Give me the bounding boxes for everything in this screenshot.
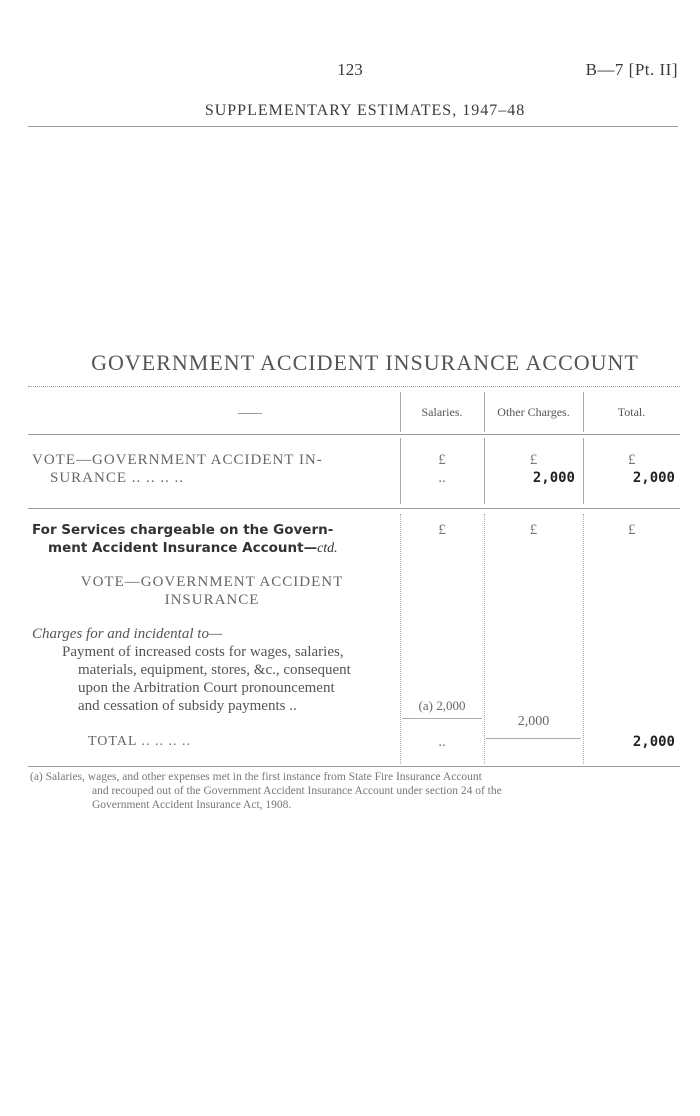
description-column-header: —— xyxy=(238,405,262,419)
header-bottom-rule xyxy=(28,434,680,435)
total-column-header: Total. xyxy=(617,405,646,419)
running-head: SUPPLEMENTARY ESTIMATES, 1947–48 xyxy=(204,102,526,119)
summary-bottom-rule xyxy=(28,508,680,509)
item-line-3: upon the Arbitration Court pronouncement xyxy=(78,680,335,696)
footnote-line-3: Government Accident Insurance Act, 1908. xyxy=(92,799,292,811)
services-vote-line-1: VOTE—GOVERNMENT ACCIDENT xyxy=(80,574,344,590)
summary-salaries-unit: £ xyxy=(438,452,446,468)
total-salaries-value: .. xyxy=(438,734,446,750)
table-bottom-rule xyxy=(28,766,680,767)
summary-salaries-value: .. xyxy=(438,470,446,486)
column-divider xyxy=(400,514,401,764)
page-number: 123 xyxy=(337,60,363,79)
item-salaries-value: (a) 2,000 xyxy=(418,698,466,713)
summary-other-value: 2,000 xyxy=(532,470,575,486)
vote-summary-line-1: VOTE—GOVERNMENT ACCIDENT IN- xyxy=(32,452,323,468)
header-rule xyxy=(28,126,678,127)
total-label: TOTAL .. .. .. .. xyxy=(88,734,191,749)
item-line-2: materials, equipment, stores, &c., consequent xyxy=(78,662,351,678)
item-other-value: 2,000 xyxy=(517,714,550,729)
services-other-unit: £ xyxy=(529,522,538,538)
summary-total-value: 2,000 xyxy=(632,470,675,486)
services-heading-line-2: ment Accident Insurance Account—ctd. xyxy=(48,540,338,556)
vote-summary-line-2: SURANCE .. .. .. .. xyxy=(50,470,185,486)
footnote-line-1: (a) Salaries, wages, and other expenses met in the first instance from State Fire Insurance Account xyxy=(30,771,482,783)
services-heading-line-1: For Services chargeable on the Govern- xyxy=(32,522,334,538)
services-salaries-unit: £ xyxy=(438,522,446,538)
services-vote-line-2: INSURANCE xyxy=(164,592,260,608)
total-total-value: 2,000 xyxy=(632,734,675,750)
other-charges-column-header: Other Charges. xyxy=(497,405,570,419)
other-subtotal-rule xyxy=(486,738,581,739)
salaries-subtotal-rule xyxy=(402,718,482,719)
account-title: GOVERNMENT ACCIDENT INSURANCE ACCOUNT xyxy=(91,350,639,375)
summary-total-unit: £ xyxy=(628,452,636,468)
footnote-line-2: and recouped out of the Government Accident Insurance Account under section 24 of the xyxy=(92,785,502,797)
services-total-unit: £ xyxy=(628,522,636,538)
item-line-1: Payment of increased costs for wages, salaries, xyxy=(62,644,344,660)
item-line-4: and cessation of subsidy payments .. xyxy=(78,698,297,714)
charges-heading: Charges for and incidental to— xyxy=(32,626,223,642)
document-reference: B—7 [Pt. II] xyxy=(585,60,678,79)
salaries-column-header: Salaries. xyxy=(421,405,463,419)
table-top-rule xyxy=(28,386,680,387)
summary-other-unit: £ xyxy=(529,452,538,468)
column-divider xyxy=(583,514,584,764)
